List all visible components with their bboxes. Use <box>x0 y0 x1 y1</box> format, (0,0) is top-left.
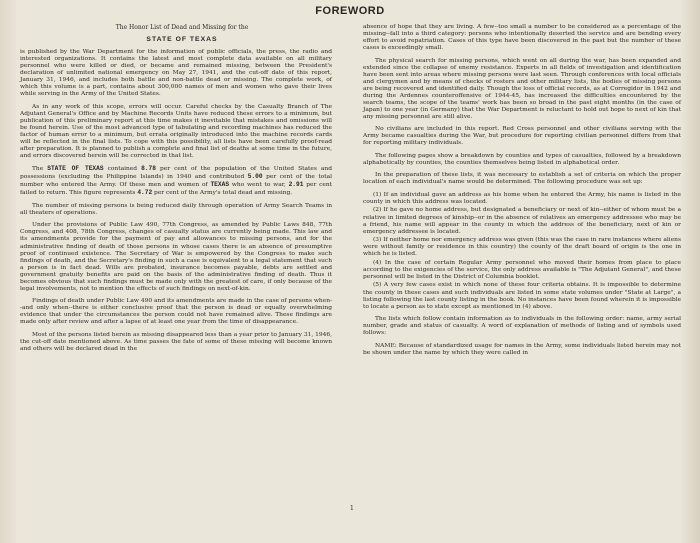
paragraph: The following pages show a breakdown by counties and types of casualties, followed by a breakdown alphabetically by counties, the counties themselves being listed in alphabetical order. <box>363 152 681 166</box>
page-heading: FOREWORD <box>315 5 385 17</box>
army-dead-percent: 4.72 <box>137 189 153 197</box>
paragraph: In the preparation of these lists, it was necessary to establish a set of criteria on which the proper location of each individual's name would be determined. The following procedure was set up: <box>363 172 681 186</box>
state-title: STATE OF TEXAS <box>146 36 218 44</box>
paragraph: The physical search for missing persons, which went on all during the war, has been expanded and extended since the collapse of enemy resistance. Experts in all fields of investigation and identification have been sent into areas where missing persons were last seen. Through conferences with local officials and clergymen and by means of checks of rosters and other military lists, the bodies of missing persons are being recovered and identified daily. Though the loss of official records, as at Corregidor in 1942 and during the Ardennes counteroffensive of 1944-45, has increased the difficulties encountered by the search teams, the scope of the teams' work has been so broad in the past eight months (in the case of Japan) to one year (in Germany) that the War Department is reluctant to hold out hope to next of kin that any missing personnel are still alive. <box>363 57 681 120</box>
criteria-item: (1) If an individual gave an address as his home when he entered the Army, his name is listed in the county in which this address was located. <box>363 191 681 205</box>
paragraph: Most of the persons listed herein as missing disappeared less than a year prior to January 31, 1946, the cut-off date mentioned above. As time passes the fate of some of these missing will become known and others will be declared dead in the <box>20 331 332 352</box>
honor-list-title: The Honor List of Dead and Missing for the <box>115 24 249 31</box>
page-number: 1 <box>350 505 354 512</box>
paragraph: The number of missing persons is being reduced daily through operation of Army Search Teams in all theaters of operations. <box>20 202 332 216</box>
paragraph: No civilians are included in this report. Red Cross personnel and other civilians serving with the Army became casualties during the War, but procedure for reporting civilian personnel differs from that for reporting military individuals. <box>363 126 681 147</box>
paragraph: NAME: Because of standardized usage for names in the Army, some individuals listed herein may not be shown under the name by which they were called in <box>363 342 681 356</box>
criteria-item: (2) If he gave no home address, but designated a beneficiary or next of kin--either of whom must be a relative in limited degrees of kinship--or in the absence of relatives an emergency addressee who may be a friend, his name will appear in the county in which the address of the beneficiary, next of kin or emergency addressee is located. <box>363 207 681 235</box>
population-percent: 8.78 <box>141 165 156 173</box>
paragraph: Under the provisions of Public Law 490, 77th Congress, as amended by Public Laws 848, 77th Congress, and 408, 78th Congress, changes of casualty status are currently being made. This law and its amendments provide for the payment of pay and allowances to missing persons, and for the administrative finding of death of those persons in whose cases there is an absence of presumptive proof of continued existence. The Secretary of War is empowered by the Congress to make such findings of death, and the Secretary's finding in such a case is equivalent to a legal statement that such a person is in fact dead. Wills are probated, insurance becomes payable, debts are settled and government gratuity benefits are paid on the basis of the administrative finding of death. Thus it becomes obvious that such findings must be made only with the greatest of care, if only because of the legal involvements, not to mention the effects of such findings on next-of-kin. <box>20 222 332 292</box>
paragraph: As in any work of this scope, errors will occur. Careful checks by the Casualty Branch of The Adjutant General's Office and by Machine Records Units have reduced these errors to a minimum, but publication of this preliminary report at this time makes it inevitable that mistakes and omissions will be found herein. Use of the most advanced type of tabulating and recording machines has reduced the factor of human error to a minimum, but errata originally introduced into the machine records cards will be reflected in the final lists. To cope with this possibility, all lists have been carefully proof-read after preparation. It is planned to publish a complete and final list of deaths at some time in the future, and errors discovered herein will be corrected in that list. <box>20 103 332 159</box>
paragraph: absence of hope that they are living. A few--too small a number to be considered as a percentage of the missing--fall into a third category: persons who intentionally deserted the service and are bending every effort to avoid repatriation. Cases of this type have been discovered in the past but the number of these cases is exceedingly small. <box>363 24 681 52</box>
state-name-fill: TEXAS <box>210 181 230 189</box>
criteria-item: (3) If neither home nor emergency address was given (this was the case in rare instances where aliens were without family or residence in this country) the county of the draft board of origin is the one in which he is listed. <box>363 237 681 258</box>
paragraph: Findings of death under Public Law 490 and its amendments are made in the case of persons when--and only when--there is either conclusive proof that the person is dead or equally overwhelming evidence that under the circumstances the person could not have remained alive. These findings are made only after review and after a lapse of at least one year from the time of disappearance. <box>20 298 332 326</box>
right-column <box>363 24 681 362</box>
criteria-item: (4) In the case of certain Regular Army personnel who moved their homes from place to place according to the exigencies of the service, the only address available is "The Adjutant General", and these personnel will be listed in the District of Columbia booklet. <box>363 259 681 280</box>
paragraph: is published by the War Department for the information of public officials, the press, the radio and interested organizations. It contains the latest and most complete data available on all military personnel who were killed or died, or became and remained missing, between the President's declaration of unlimited national emergency on May 27, 1941, and the cut-off date of this report, January 31, 1946, and includes both battle and non-battle dead or missing. The complete work, of which this volume is a part, contains about 300,000 names of men and women who gave their lives while serving in the Army of the United States. <box>20 48 332 98</box>
criteria-item: (5) A very few cases exist in which none of these four criteria obtains. It is impossible to determine the county in these cases and such individuals are listed in some state volumes under "State at Large", a listing following the last county listing in the book. No instances have been found wherein it is impossible to locate a person as to state except as mentioned in (4) above. <box>363 282 681 310</box>
entered-percent: 5.00 <box>247 173 263 181</box>
failed-return-percent: 2.91 <box>288 181 304 189</box>
paragraph: The lists which follow contain information as to individuals in the following order: name, army serial number, grade and status of casualty. A word of explanation of methods of listing and of symbols used follows: <box>363 316 681 337</box>
state-name-fill: STATE OF TEXAS <box>47 165 104 173</box>
statistics-paragraph: The STATE OF TEXAS contained 8.78 per cent of the population of the United States and possessions (excluding the Philippine Islands) in 1940 and contributed 5.00 per cent of the total number who entered the Army. Of these men and women of TEXAS who went to war, 2.91 per cent failed to return. This figure represents 4.72 per cent of the Army's total dead and missing. <box>20 165 333 197</box>
left-column <box>20 24 332 358</box>
